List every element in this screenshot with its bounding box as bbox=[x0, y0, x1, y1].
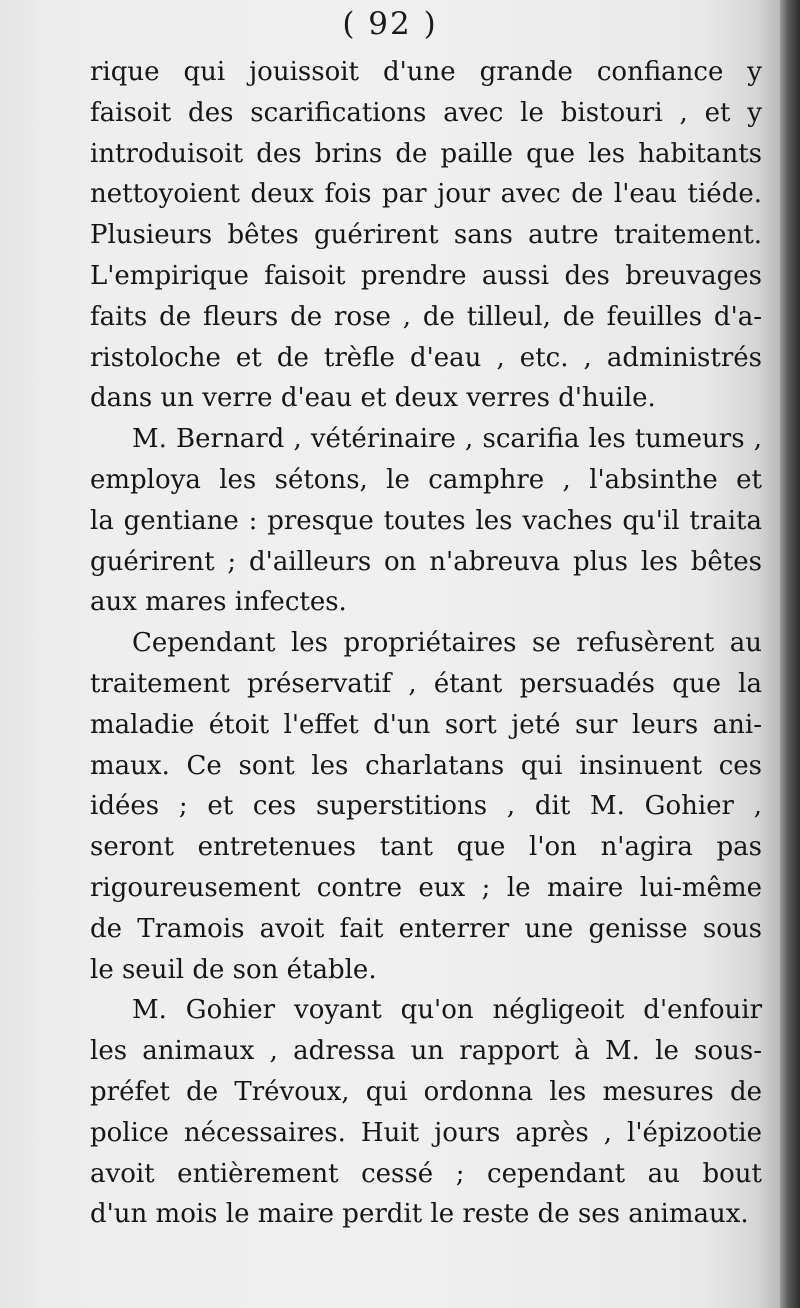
text-line: guérirent ; d'ailleurs on n'abreuva plus les bêtes bbox=[90, 546, 762, 577]
body-text bbox=[90, 52, 762, 1235]
text-line: L'empirique faisoit prendre aussi des breuvages bbox=[90, 260, 762, 291]
text-line: rique qui jouissoit d'une grande confiance y bbox=[90, 57, 762, 87]
text-line: seront entretenues tant que l'on n'agira pas bbox=[90, 832, 762, 863]
paragraph bbox=[90, 52, 762, 419]
text-line: ristoloche et de trèfle d'eau , etc. , administrés bbox=[90, 342, 762, 373]
text-line: les animaux , adressa un rapport à M. le sous- bbox=[90, 1036, 762, 1067]
text-line: de Tramois avoit fait enterrer une genisse sous bbox=[90, 913, 762, 944]
text-line: d'un mois le maire perdit le reste de ses animaux. bbox=[90, 1199, 749, 1230]
text-line: aux mares infectes. bbox=[90, 587, 347, 618]
paragraph bbox=[90, 990, 762, 1235]
text-line: idées ; et ces superstitions , dit M. Gohier , bbox=[90, 791, 762, 822]
text-line: introduisoit des brins de paille que les habitants bbox=[90, 138, 762, 169]
text-line: maux. Ce sont les charlatans qui insinuent ces bbox=[90, 750, 762, 781]
paragraph bbox=[90, 623, 762, 990]
text-line: préfet de Trévoux, qui ordonna les mesures de bbox=[90, 1076, 762, 1107]
text-line: traitement préservatif , étant persuadés que la bbox=[90, 668, 762, 699]
book-binding-shadow bbox=[780, 0, 800, 1308]
text-line: police nécessaires. Huit jours après , l'épizootie bbox=[90, 1117, 762, 1148]
text-line: M. Gohier voyant qu'on négligeoit d'enfouir bbox=[132, 995, 762, 1026]
text-line: avoit entièrement cessé ; cependant au bout bbox=[90, 1158, 762, 1189]
paragraph bbox=[90, 419, 762, 623]
text-line: la gentiane : presque toutes les vaches qu'il traita bbox=[90, 505, 762, 536]
text-line: nettoyoient deux fois par jour avec de l'eau tiéde. bbox=[90, 179, 762, 210]
text-line: rigoureusement contre eux ; le maire lui-même bbox=[90, 872, 762, 903]
text-line: dans un verre d'eau et deux verres d'huile. bbox=[90, 383, 656, 414]
text-line: faits de fleurs de rose , de tilleul, de feuilles d'a- bbox=[90, 301, 762, 332]
page-number: ( 92 ) bbox=[342, 6, 438, 42]
text-line: M. Bernard , vétérinaire , scarifia les tumeurs , bbox=[132, 424, 762, 455]
text-line: faisoit des scarifications avec le bistouri , et y bbox=[90, 97, 762, 128]
text-line: Plusieurs bêtes guérirent sans autre traitement. bbox=[90, 220, 762, 251]
text-line: le seuil de son étable. bbox=[90, 954, 377, 985]
text-line: Cependant les propriétaires se refusèrent au bbox=[132, 628, 762, 659]
text-line: employa les sétons, le camphre , l'absinthe et bbox=[90, 464, 762, 495]
text-line: maladie étoit l'effet d'un sort jeté sur leurs ani- bbox=[90, 709, 762, 740]
